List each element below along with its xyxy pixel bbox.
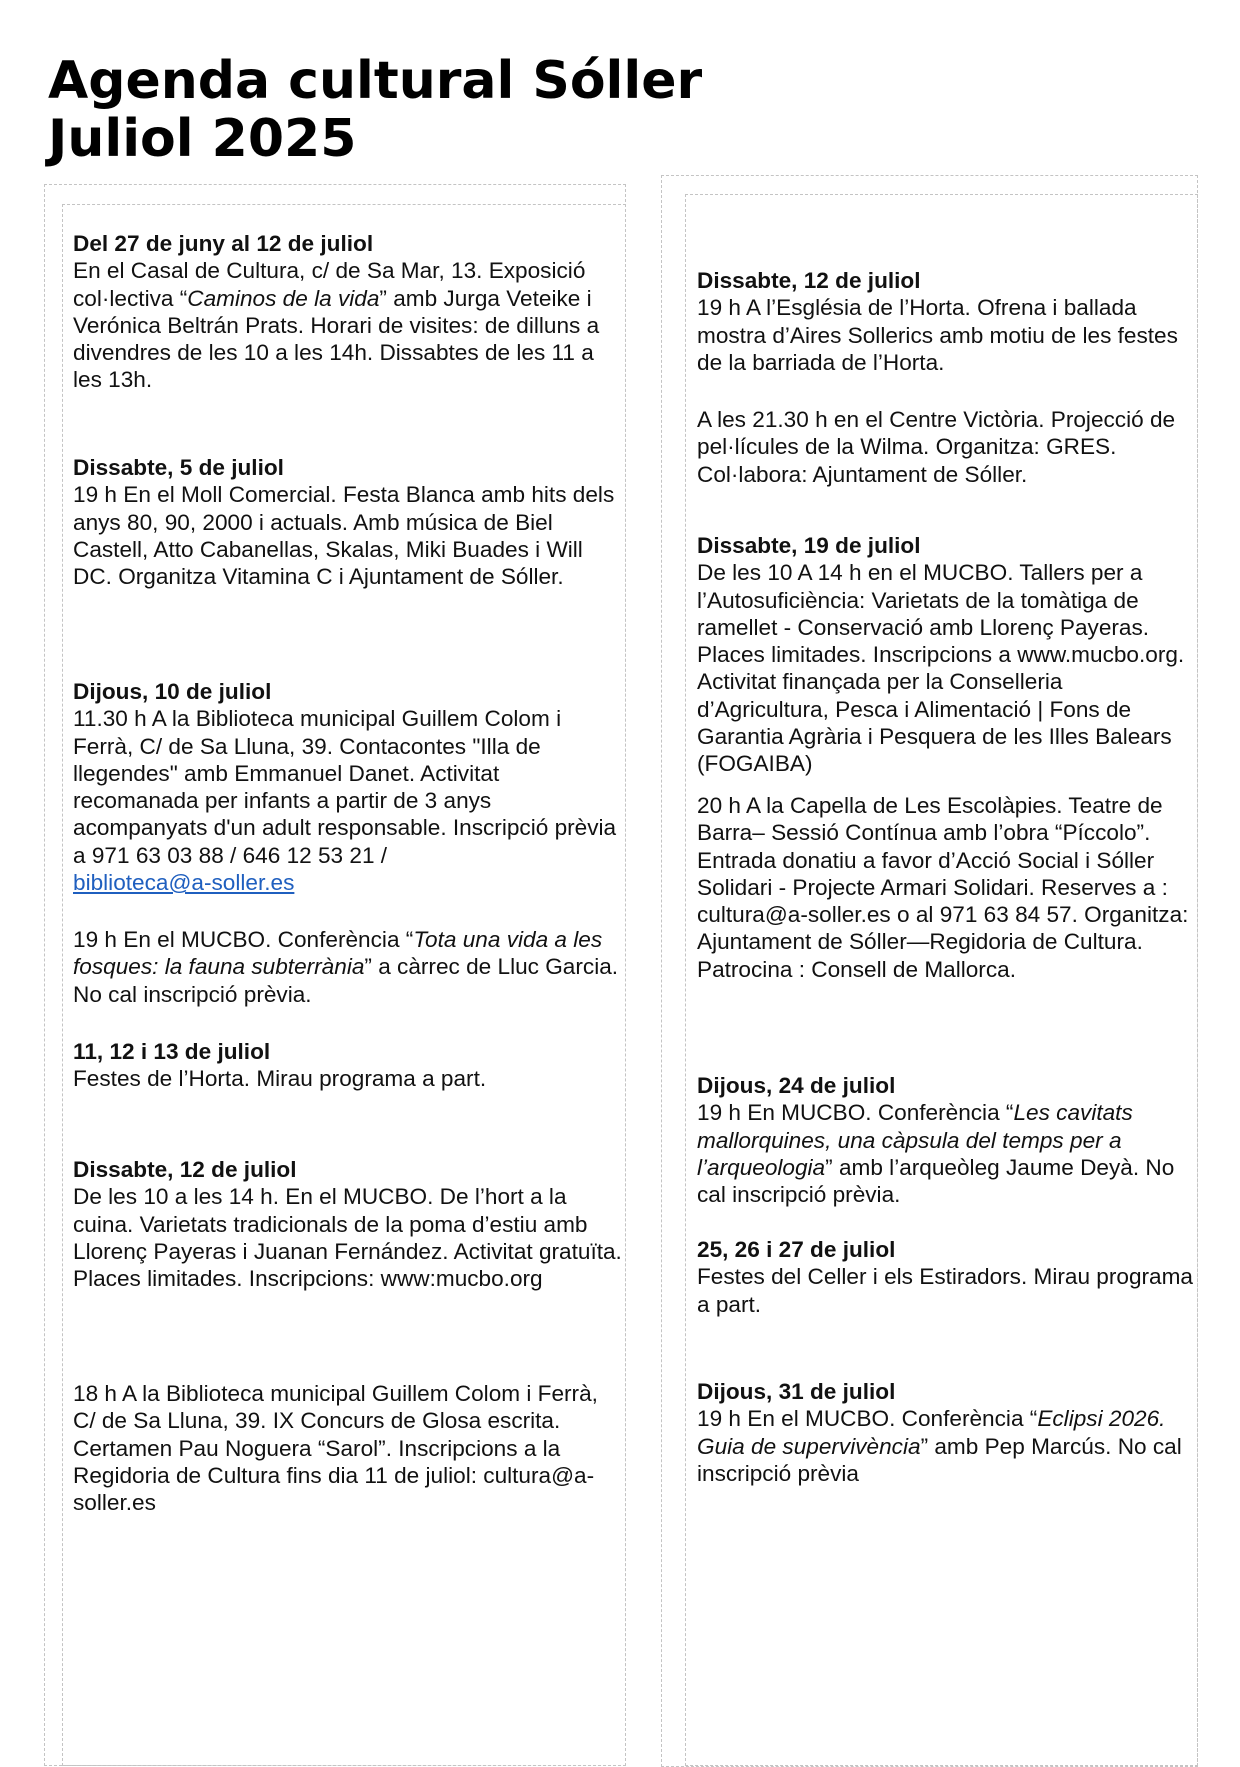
event-description (697, 1405, 1197, 1487)
event-conferencia-eclipsi (697, 1378, 1197, 1487)
event-text-part: ” amb Jurga Veteike i Verónica Beltrán Prats. Horari de visites: de dilluns a divendres de les 10 a les 14h. Dissabtes de les 11 a les 13h. (73, 285, 600, 393)
event-conferencia-fauna (73, 926, 625, 1008)
title-line-1: Agenda cultural Sóller (48, 51, 703, 111)
event-date: 11, 12 i 13 de juliol (73, 1039, 271, 1064)
event-date: Del 27 de juny al 12 de juliol (73, 231, 374, 256)
left-column (73, 0, 625, 1754)
event-description (697, 1099, 1197, 1208)
event-title-italic: Eclipsi 2026. Guia de supervivència (697, 1406, 1166, 1459)
event-text-part: En el Casal de Cultura, c/ de Sa Mar, 13. Exposició col·lectiva “ (73, 258, 586, 311)
event-date: Dijous, 24 de juliol (697, 1073, 896, 1098)
event-contacontes (73, 678, 625, 896)
event-ofrena-horta (697, 267, 1197, 376)
event-description: De les 10 a les 14 h. En el MUCBO. De l’hort a la cuina. Varietats tradicionals de la poma d’estiu amb Llorenç Payeras i Juanan Fernández. Activitat gratuïta. Places limitades. Inscripcions: www:mucbo.org (73, 1184, 622, 1292)
event-description: Festes de l’Horta. Mirau programa a part. (73, 1066, 487, 1092)
event-description: Festes del Celler i els Estiradors. Mirau programa a part. (697, 1264, 1193, 1317)
event-festa-blanca (73, 454, 625, 590)
event-date: Dissabte, 5 de juliol (73, 455, 284, 480)
event-description: 20 h A la Capella de Les Escolàpies. Teatre de Barra– Sessió Contínua amb l’obra “Píccolo”. Entrada donatiu a favor d’Acció Social i Sóller Solidari - Projecte Armari Solidari. Reserves a : cultura@a-soller.es o al 971 63 84 57. Organitza: Ajuntament de Sóller—Regidoria de Cultura. Patrocina : Consell de Mallorca. (697, 793, 1189, 982)
event-description: De les 10 A 14 h en el MUCBO. Tallers per a l’Autosuficiència: Varietats de la tomàtiga de ramellet - Conservació amb Llorenç Payeras. Places limitades. Inscripcions a www.mucbo.org. Activitat finançada per la Conselleria d’Agricultura, Pesca i Alimentació | Fons de Garantia Agrària i Pesquera de les Illes Balears (FOGAIBA) (697, 560, 1185, 777)
event-hort-cuina (73, 1156, 625, 1292)
event-text-part: 19 h En el MUCBO. Conferència “ (73, 927, 414, 952)
event-title-italic: Les cavitats mallorquines, una càpsula del temps per a l’arqueologia (697, 1100, 1133, 1180)
event-description: 19 h A l’Església de l’Horta. Ofrena i ballada mostra d’Aires Sollerics amb motiu de les festes de la barriada de l’Horta. (697, 295, 1178, 375)
event-date: 25, 26 i 27 de juliol (697, 1237, 896, 1262)
event-description (73, 926, 625, 1008)
event-festes-celler (697, 1236, 1197, 1318)
event-description: 11.30 h A la Biblioteca municipal Guillem Colom i Ferrà, C/ de Sa Lluna, 39. Contacontes "Illa de llegendes" amb Emmanuel Danet. Activitat recomanada per infants a partir de 3 anys acompanyats d'un adult responsable. Inscripció prèvia a 971 63 03 88 / 646 12 53 21 / (73, 706, 617, 868)
event-exposicio (73, 230, 625, 394)
event-date: Dissabte, 12 de juliol (697, 268, 921, 293)
event-title-italic: Tota una vida a les fosques: la fauna subterrània (73, 927, 603, 980)
event-text-part: 19 h En MUCBO. Conferència “ (697, 1100, 1014, 1126)
event-text-part: ” amb Pep Marcús. No cal inscripció prèvia (697, 1433, 1182, 1486)
event-tallers-autosuficiencia (697, 532, 1197, 778)
right-column (697, 0, 1197, 1754)
event-date: Dijous, 10 de juliol (73, 679, 272, 704)
event-date: Dissabte, 19 de juliol (697, 533, 921, 558)
event-description (73, 257, 625, 393)
event-description: 19 h En el Moll Comercial. Festa Blanca amb hits dels anys 80, 90, 2000 i actuals. Amb música de Biel Castell, Atto Cabanellas, Skalas, Miki Buades i Will DC. Organitza Vitamina C i Ajuntament de Sóller. (73, 482, 615, 590)
event-projeccio-wilma (697, 406, 1197, 488)
email-link[interactable]: biblioteca@a-soller.es (73, 870, 295, 896)
event-teatre-piccolo (697, 792, 1197, 983)
event-concurs-glosa (73, 1380, 625, 1516)
event-date: Dijous, 31 de juliol (697, 1379, 896, 1404)
event-text-part: ” a càrrec de Lluc Garcia. No cal inscripció prèvia. (73, 954, 619, 1007)
event-date: Dissabte, 12 de juliol (73, 1157, 297, 1182)
event-title-italic: Caminos de la vida (187, 285, 380, 311)
event-description: A les 21.30 h en el Centre Victòria. Projecció de pel·lícules de la Wilma. Organitza: GRES. Col·labora: Ajuntament de Sóller. (697, 407, 1176, 487)
event-conferencia-cavitats (697, 1072, 1197, 1208)
event-text-part: 19 h En el MUCBO. Conferència “ (697, 1406, 1038, 1432)
event-description: 18 h A la Biblioteca municipal Guillem Colom i Ferrà, C/ de Sa Lluna, 39. IX Concurs de Glosa escrita. Certamen Pau Noguera “Sarol”. Inscripcions a la Regidoria de Cultura fins dia 11 de juliol: cultura@a-soller.es (73, 1381, 598, 1516)
event-festes-horta (73, 1038, 625, 1093)
event-text-part: ” amb l’arqueòleg Jaume Deyà. No cal inscripció prèvia. (697, 1154, 1175, 1208)
title-line-2: Juliol 2025 (48, 109, 357, 169)
